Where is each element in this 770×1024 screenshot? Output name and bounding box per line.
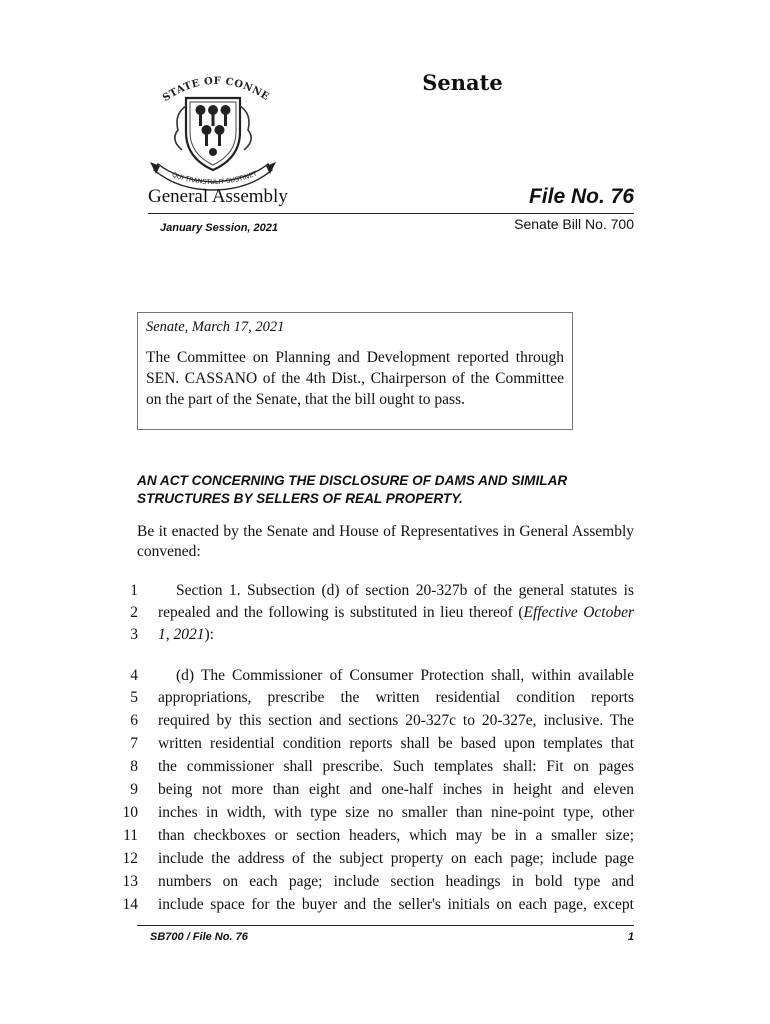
line-text: repealed and the following is substituted in lieu thereof (Effective October: [158, 604, 634, 621]
bill-line: [0, 756, 770, 778]
bill-line: [0, 894, 770, 916]
line-text: Section 1. Subsection (d) of section 20-327b of the general statutes is: [176, 582, 634, 599]
line-number: 11: [123, 827, 138, 844]
line-number: 7: [130, 735, 138, 752]
line-text: than checkboxes or section headers, which may be in a smaller size;: [158, 827, 634, 844]
chamber-title: Senate: [422, 70, 503, 95]
bill-line: [0, 580, 770, 602]
bill-line: [0, 624, 770, 646]
line-text: inches in width, with type size no smaller than nine-point type, other: [158, 804, 634, 821]
line-text: include space for the buyer and the seller's initials on each page, except: [158, 896, 634, 913]
line-text: appropriations, prescribe the written residential condition reports: [158, 689, 634, 706]
committee-report-box: [137, 312, 573, 430]
line-number: 8: [130, 758, 138, 775]
line-text: include the address of the subject property on each page; include page: [158, 850, 634, 867]
bill-line: [0, 871, 770, 893]
line-number: 14: [122, 896, 138, 913]
bill-line: [0, 710, 770, 732]
state-seal-logo: [148, 70, 278, 192]
line-number: 3: [130, 626, 138, 643]
footer-divider: [137, 925, 634, 926]
file-number: File No. 76: [528, 185, 634, 208]
bill-line: [0, 779, 770, 801]
bill-line: [0, 602, 770, 624]
svg-text:STATE OF CONNECTICUT: STATE OF CONNE: [160, 75, 272, 105]
bill-line: [0, 733, 770, 755]
line-number: 5: [130, 689, 138, 706]
line-text: required by this section and sections 20-327c to 20-327e, inclusive. The: [158, 712, 634, 729]
act-title: AN ACT CONCERNING THE DISCLOSURE OF DAMS AND SIMILAR STRUCTURES BY SELLERS OF REAL PROPERTY.: [137, 473, 568, 506]
report-date: Senate, March 17, 2021: [146, 319, 285, 335]
bill-line: [0, 687, 770, 709]
line-number: 6: [130, 712, 138, 729]
line-number: 12: [122, 850, 138, 867]
bill-line: [0, 802, 770, 824]
line-number: 10: [122, 804, 138, 821]
line-text: 1, 2021):: [158, 626, 214, 643]
line-text: (d) The Commissioner of Consumer Protection shall, within available: [176, 667, 634, 684]
line-number: 4: [130, 667, 138, 684]
bill-line: [0, 825, 770, 847]
general-assembly-label: General Assembly: [148, 186, 288, 207]
line-text: being not more than eight and one-half inches in height and eleven: [158, 781, 634, 798]
page-number: 1: [627, 931, 634, 943]
line-number: 1: [130, 582, 138, 599]
line-number: 13: [122, 873, 138, 890]
bill-line: [0, 848, 770, 870]
line-number: 2: [130, 604, 138, 621]
line-number: 9: [130, 781, 138, 798]
session-label: January Session, 2021: [160, 222, 279, 234]
svg-text:QUI TRANSTULIT SUSTINET: QUI TRANSTULIT SUSTINET: [170, 169, 259, 187]
header-divider: [148, 213, 634, 214]
bill-line: [0, 665, 770, 687]
report-text: The Committee on Planning and Development reported through SEN. CASSANO of the 4th Dist., Chairperson of the Committee on the part of the Senate, that the bill ought to pass.: [146, 349, 564, 408]
enacting-clause: Be it enacted by the Senate and House of Representatives in General Assembly convened:: [137, 523, 634, 560]
footer-file-label: SB700 / File No. 76: [150, 931, 248, 943]
bill-number: Senate Bill No. 700: [514, 216, 634, 232]
line-text: written residential condition reports shall be based upon templates that: [158, 735, 634, 752]
line-text: the commissioner shall prescribe. Such templates shall: Fit on pages: [158, 758, 634, 775]
line-text: numbers on each page; include section headings in bold type and: [158, 873, 634, 890]
